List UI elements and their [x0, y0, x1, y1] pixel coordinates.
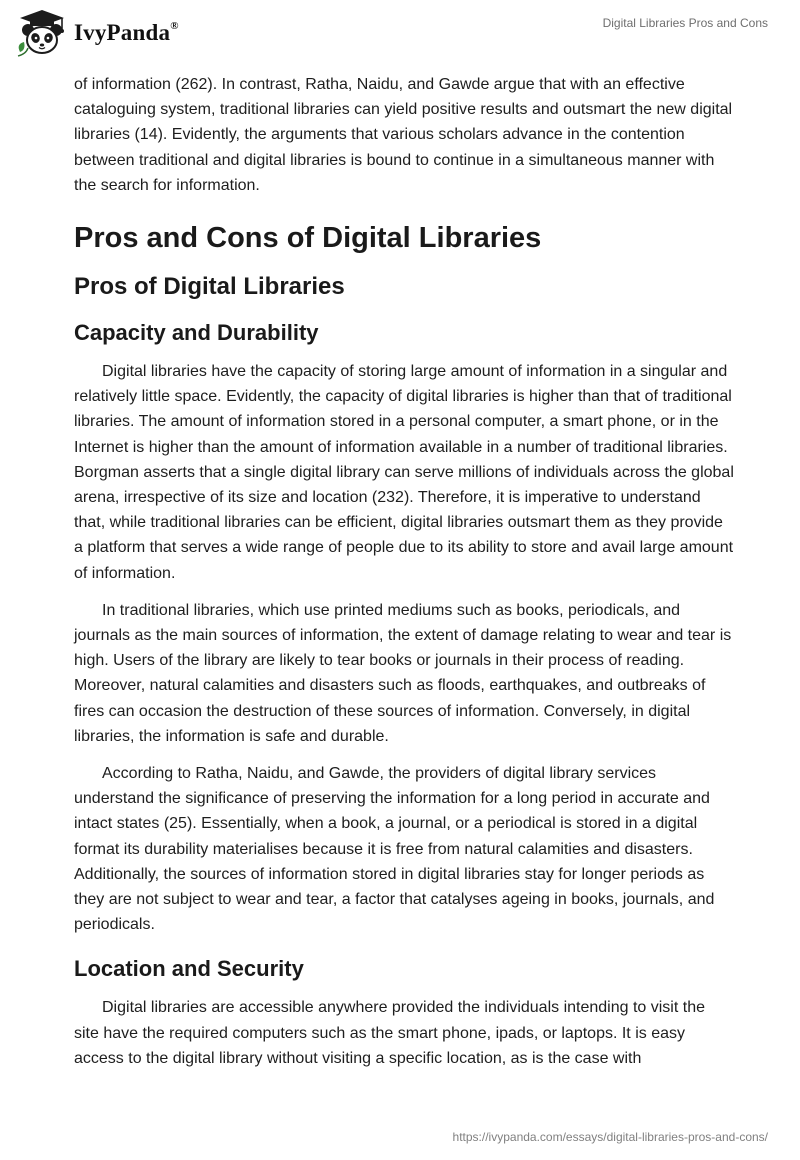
ivypanda-logo[interactable] [14, 8, 179, 58]
paragraph: According to Ratha, Naidu, and Gawde, the providers of digital library services understand the significance of preserving the information for a long period in accurate and intact states (25). Essentially, when a book, a journal, or a periodical is stored in a digital format its durability materialises because it is free from natural calamities and disasters. Additionally, the sources of information stored in digital libraries stay for longer periods as they are not subject to wear and tear, a factor that catalyses ageing in books, journals, and periodicals. [74, 765, 715, 934]
paragraph: Digital libraries have the capacity of storing large amount of information in a singular and relatively little space. Evidently, the capacity of digital libraries is higher than that of traditional libraries. The amount of information stored in a personal computer, a smart phone, or in the Internet is higher than the amount of information available in a number of traditional libraries. Borgman asserts that a single digital library can serve millions of individuals across the global arena, irrespective of its size and location (232). Therefore, it is imperative to understand that, while traditional libraries can be efficient, digital libraries outsmart them as they provide a platform that serves a wide range of people due to its ability to store and avail large amount of information. [74, 363, 734, 582]
essay-content [74, 72, 734, 1083]
location-security-heading: Location and Security [74, 956, 304, 982]
capacity-durability-heading: Capacity and Durability [74, 320, 319, 346]
paragraph: In traditional libraries, which use printed mediums such as books, periodicals, and journals as the main sources of information, the extent of damage relating to wear and tear is high. Users of the library are likely to tear books or journals in their process of reading. Moreover, natural calamities and disasters such as floods, earthquakes, and outbreaks of fires can occasion the destruction of these sources of information. Conversely, in digital libraries, the information is safe and durable. [74, 601, 732, 745]
panda-graduate-icon [14, 8, 70, 58]
page-header [0, 0, 800, 70]
document-title: Digital Libraries Pros and Cons [602, 16, 768, 30]
brand-name: IvyPanda® [74, 20, 179, 45]
paragraph: Digital libraries are accessible anywhere provided the individuals intending to visit the site have the required computers such as the smart phone, ipads, or laptops. It is easy access to the digital library without visiting a specific location, as is the case with [74, 999, 705, 1067]
source-url[interactable]: https://ivypanda.com/essays/digital-libraries-pros-and-cons/ [452, 1130, 768, 1144]
intro-paragraph: of information (262). In contrast, Ratha, Naidu, and Gawde argue that with an effective cataloguing system, traditional libraries can yield positive results and outsmart the new digital libraries (14). Evidently, the arguments that various scholars advance in the contention between traditional and digital libraries is bound to continue in a simultaneous manner with the search for information. [74, 76, 733, 194]
subsection-title: Pros of Digital Libraries [74, 273, 345, 301]
section-title: Pros and Cons of Digital Libraries [74, 222, 542, 255]
